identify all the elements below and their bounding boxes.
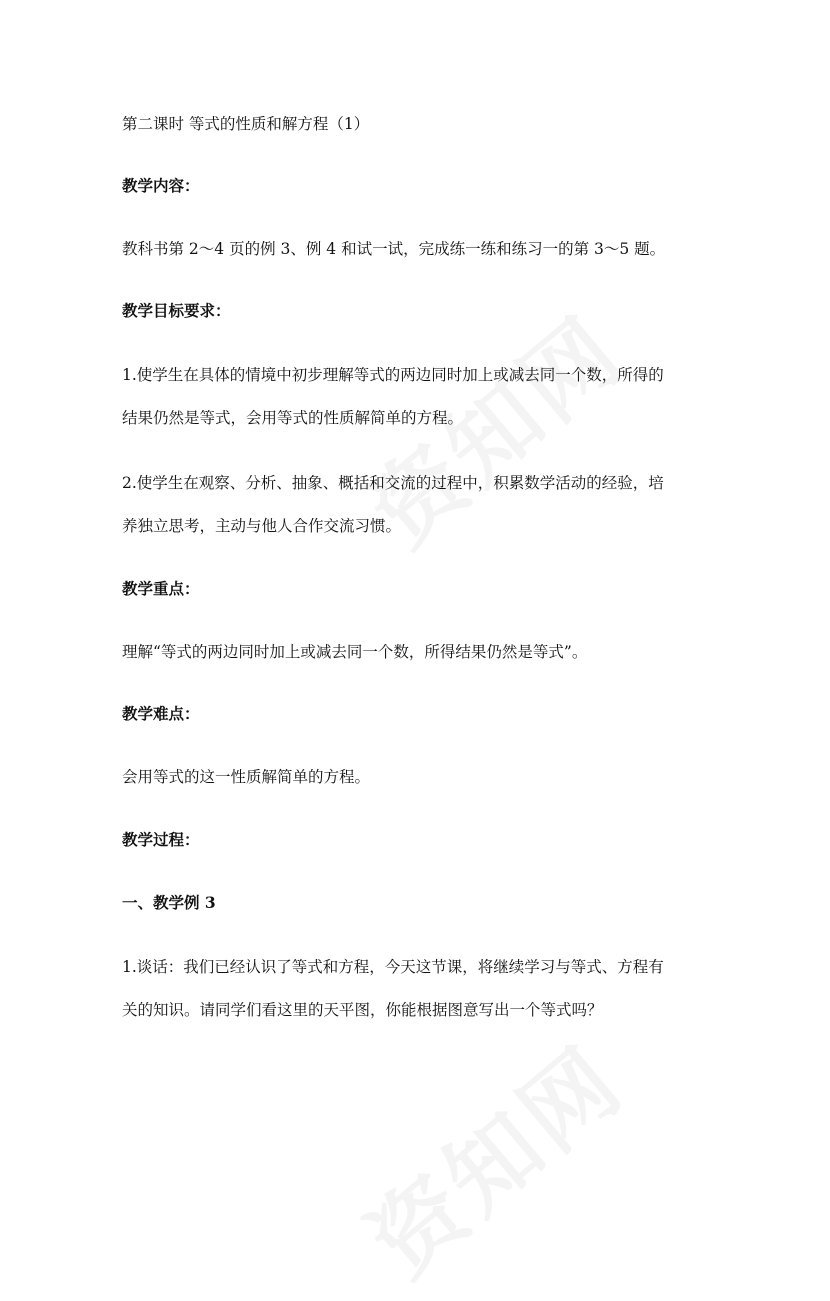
goal-1-line-2: 结果仍然是等式，会用等式的性质解简单的方程。 <box>122 409 464 427</box>
goal-1-line-1: 1.使学生在具体的情境中初步理解等式的两边同时加上或减去同一个数，所得的 <box>122 366 664 384</box>
goals-heading: 教学目标要求： <box>122 301 231 320</box>
difficulty-text: 会用等式的这一性质解简单的方程。 <box>122 768 371 786</box>
content-heading: 教学内容： <box>122 176 200 195</box>
process-heading: 教学过程： <box>122 830 200 849</box>
lesson-title: 第二课时 等式的性质和解方程（1） <box>122 115 370 133</box>
goal-2-line-2: 养独立思考，主动与他人合作交流习惯。 <box>122 517 402 535</box>
difficulty-heading: 教学难点： <box>122 704 200 723</box>
key-point-text: 理解“等式的两边同时加上或减去同一个数，所得结果仍然是等式”。 <box>122 643 588 661</box>
talk-line-2: 关的知识。请同学们看这里的天平图，你能根据图意写出一个等式吗？ <box>122 1001 603 1019</box>
content-text: 教科书第 2～4 页的例 3、例 4 和试一试，完成练一练和练习一的第 3～5 题。 <box>122 240 666 258</box>
key-point-heading: 教学重点： <box>122 579 200 598</box>
watermark <box>337 1011 647 1301</box>
talk-line-1: 1.谈话：我们已经认识了等式和方程，今天这节课，将继续学习与等式、方程有 <box>122 958 664 976</box>
section-1-heading: 一、教学例 3 <box>122 893 216 912</box>
goal-2-line-1: 2.使学生在观察、分析、抽象、概括和交流的过程中，积累数学活动的经验，培 <box>122 474 664 492</box>
